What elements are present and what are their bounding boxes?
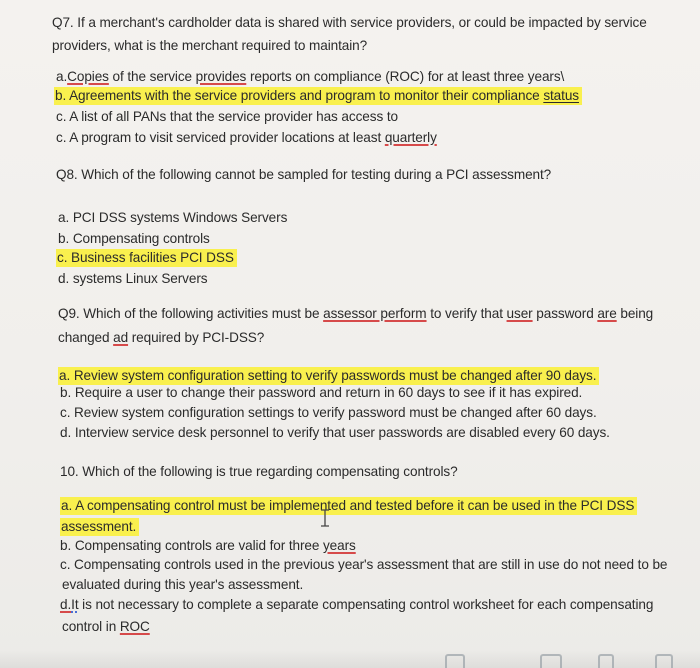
q9-option-b: b. Require a user to change their password and return in 60 days to see if it has expired. bbox=[60, 385, 583, 400]
q9-q2-end: required by PCI-DSS? bbox=[128, 330, 265, 345]
q7-option-a-word: Copies bbox=[67, 69, 109, 84]
q9-q-user: user bbox=[506, 306, 533, 321]
q9-q-assessor: assessor perform bbox=[323, 306, 427, 321]
q10-option-c-line-2: evaluated during this year's assessment. bbox=[62, 577, 304, 592]
q8-option-a: a. PCI DSS systems Windows Servers bbox=[58, 210, 288, 225]
q7-option-a-tail: reports on compliance (ROC) for at least three years\ bbox=[246, 69, 565, 84]
q9-question-line-1 bbox=[58, 305, 653, 323]
q8-option-b: b. Compensating controls bbox=[58, 231, 210, 246]
text-cursor-icon bbox=[320, 509, 330, 527]
q7-question-line-2: providers, what is the merchant required to maintain? bbox=[52, 38, 368, 53]
q10-option-c-line-1: c. Compensating controls used in the previous year's assessment that are still in use do not need to be bbox=[60, 557, 668, 572]
q8-option-c: c. Business facilities PCI DSS bbox=[56, 249, 237, 267]
q10-option-b-main: b. Compensating controls are valid for three bbox=[60, 538, 323, 553]
q10-option-d2-roc: ROC bbox=[119, 619, 150, 634]
q10-option-b bbox=[60, 537, 356, 555]
bottom-edge-shadow bbox=[0, 650, 700, 668]
q10-option-d-it: It bbox=[71, 597, 79, 612]
q10-option-d-line-1 bbox=[60, 596, 653, 614]
q9-q-mid2: password bbox=[532, 306, 598, 321]
q7-option-a-prefix: a. bbox=[56, 69, 68, 84]
q10-option-a-line-1: a. A compensating control must be implemented and tested before it can be used in the PCI DSS bbox=[60, 497, 637, 515]
q9-q-end: being bbox=[616, 306, 654, 321]
q7-option-b bbox=[54, 87, 582, 105]
q9-q-mid: to verify that bbox=[426, 306, 507, 321]
q8-question: Q8. Which of the following cannot be sampled for testing during a PCI assessment? bbox=[56, 167, 552, 182]
q7-option-a-rest: of the service bbox=[108, 69, 196, 84]
q10-option-d-prefix: d. bbox=[60, 597, 72, 612]
q10-option-b-years: years bbox=[322, 538, 356, 553]
q7-option-c: c. A list of all PANs that the service provider has access to bbox=[56, 109, 398, 124]
q9-q-start: Q9. Which of the following activities must be bbox=[58, 306, 324, 321]
background-icon-shape bbox=[540, 654, 562, 668]
q10-option-d-rest: is not necessary to complete a separate compensating control worksheet for each compensating bbox=[78, 597, 654, 612]
background-icon-shape bbox=[598, 654, 614, 668]
q10-option-d-line-2 bbox=[62, 618, 150, 636]
q9-question-line-2 bbox=[58, 329, 264, 347]
q9-q2-start: changed bbox=[58, 330, 114, 345]
q7-option-a bbox=[56, 68, 564, 86]
q7-option-d-main: c. A program to visit serviced provider locations at least bbox=[56, 130, 385, 145]
q9-q2-ad: ad bbox=[113, 330, 129, 345]
q9-option-a: a. Review system configuration setting to verify passwords must be changed after 90 days. bbox=[58, 367, 599, 385]
q9-q-are: are bbox=[597, 306, 617, 321]
q7-option-d bbox=[56, 129, 437, 147]
q9-option-c: c. Review system configuration settings to verify password must be changed after 60 days. bbox=[60, 405, 597, 420]
q7-option-b-main: b. Agreements with the service providers and program to monitor their compliance bbox=[55, 88, 544, 103]
q7-option-d-quarterly: quarterly bbox=[384, 130, 437, 145]
q8-option-d: d. systems Linux Servers bbox=[58, 271, 208, 286]
q10-option-a-line-2: assessment. bbox=[60, 518, 139, 536]
q10-option-d2-start: control in bbox=[62, 619, 120, 634]
background-icon-shape bbox=[655, 654, 673, 668]
background-icon-shape bbox=[445, 654, 465, 668]
q7-option-b-status: status bbox=[543, 88, 579, 103]
q7-question-line-1: Q7. If a merchant's cardholder data is shared with service providers, or could be impacted by service bbox=[52, 15, 647, 30]
q9-option-d: d. Interview service desk personnel to verify that user passwords are disabled every 60 days. bbox=[60, 425, 610, 440]
q7-option-a-provides: provides bbox=[195, 69, 247, 84]
q10-question: 10. Which of the following is true regarding compensating controls? bbox=[60, 464, 458, 479]
